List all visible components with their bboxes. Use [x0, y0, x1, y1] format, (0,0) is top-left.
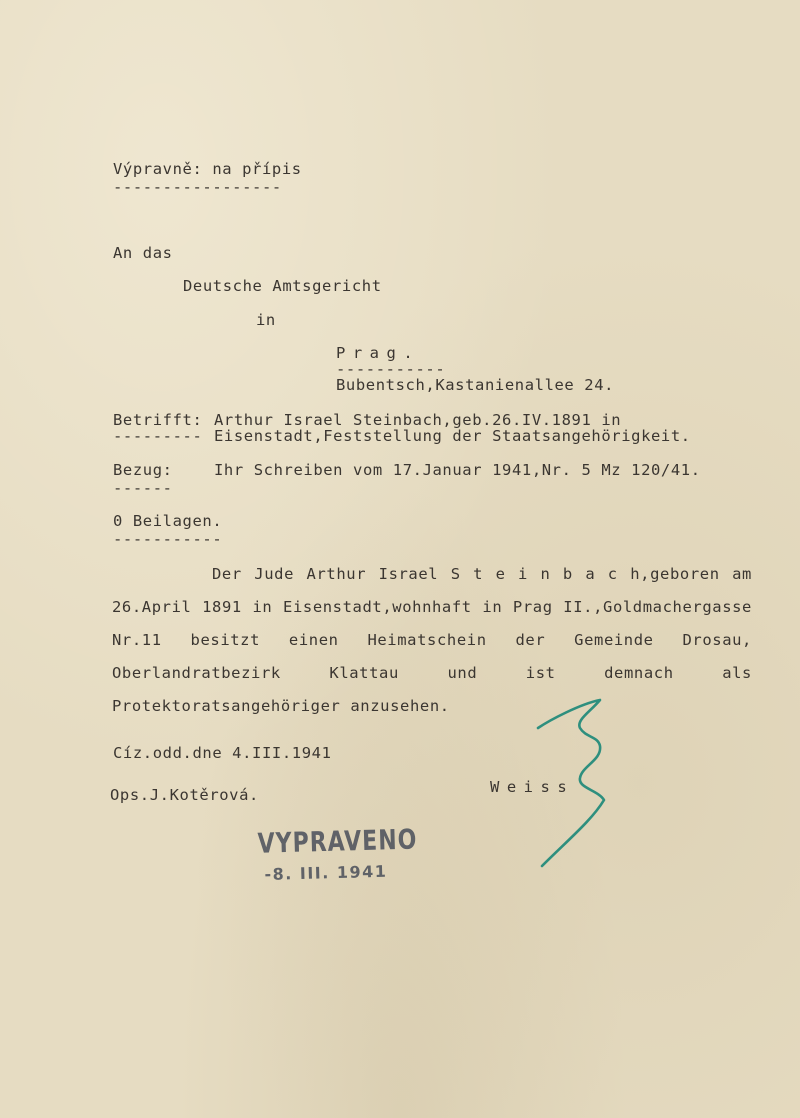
recipient-line-2: Deutsche Amtsgericht: [183, 277, 382, 295]
reference-label-underline: ------: [113, 482, 173, 494]
subject-label: Betrifft:: [113, 411, 203, 429]
signer-name: Weiss: [490, 778, 575, 796]
enclosures-underline: -----------: [113, 533, 223, 545]
place-date-line: Cíz.odd.dne 4.III.1941: [113, 744, 332, 762]
city-underline: -----------: [336, 363, 446, 375]
recipient-line-3: in: [256, 311, 276, 329]
reference-text: Ihr Schreiben vom 17.Januar 1941,Nr. 5 Mz 120/41.: [214, 461, 701, 479]
subject-text-line-2: Eisenstadt,Feststellung der Staatsangehörigkeit.: [214, 427, 691, 445]
reference-label: Bezug:: [113, 461, 173, 479]
handwritten-signature: [520, 690, 620, 880]
document-heading: Výpravně: na přípis: [113, 160, 302, 178]
subject-label-underline: ---------: [113, 427, 203, 445]
recipient-address: Bubentsch,Kastanienallee 24.: [336, 376, 615, 394]
stamp-title: VYPRAVENO: [257, 824, 418, 861]
dispatch-stamp: [257, 824, 418, 884]
enclosures-line: 0 Beilagen.: [113, 512, 223, 530]
subject-text-line-1: Arthur Israel Steinbach,geb.26.IV.1891 in: [214, 411, 622, 429]
stamp-date: -8. III. 1941: [264, 861, 388, 884]
recipient-line-1: An das: [113, 244, 173, 262]
clerk-line: Ops.J.Kotěrová.: [110, 786, 259, 804]
heading-underline: -----------------: [113, 181, 282, 193]
body-paragraph: Der Jude Arthur Israel S t e i n b a c h,geboren am 26.April 1891 in Eisenstadt,wohnhaft in Prag II.,Goldmachergasse Nr.11 besitzt einen Heimatschein der Gemeinde Drosau, Oberlandratbezirk Klattau und ist demnach als Protektoratsangehöriger anzusehen.: [112, 565, 752, 715]
recipient-city: Prag.: [336, 344, 421, 362]
letter-body: [112, 558, 752, 723]
